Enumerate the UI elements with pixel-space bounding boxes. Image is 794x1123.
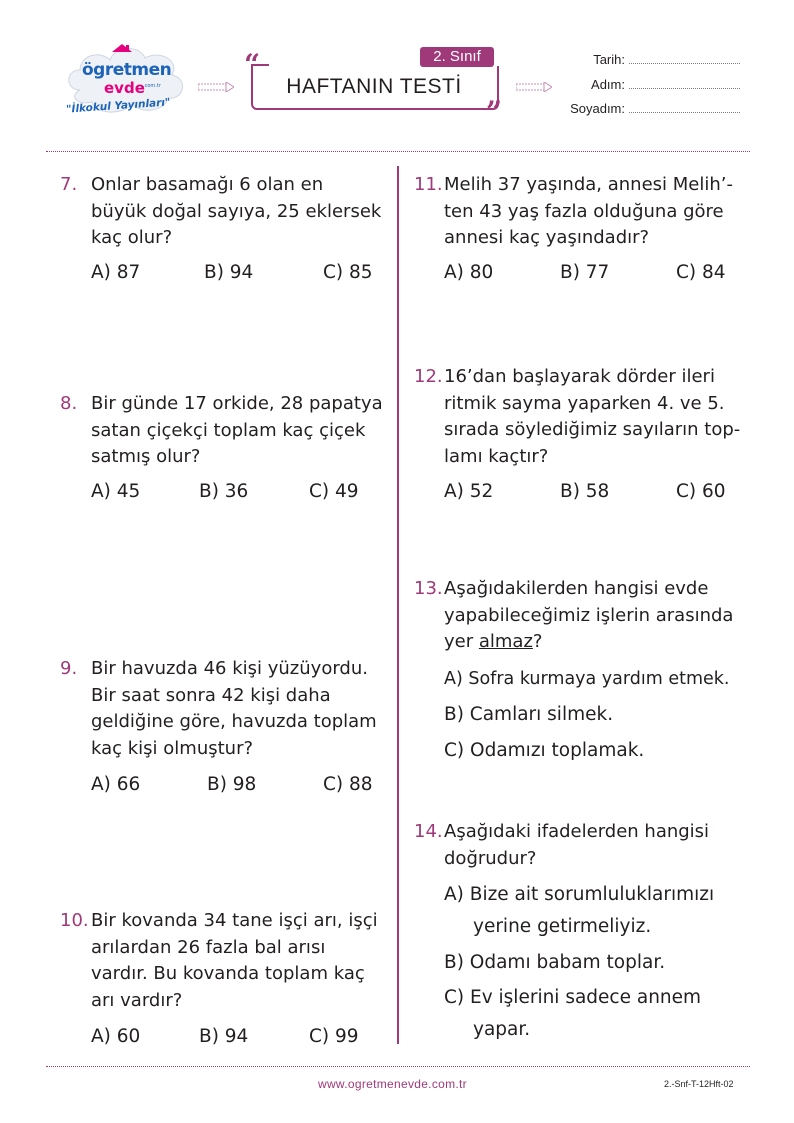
option-c[interactable]: C) 99: [309, 1026, 359, 1047]
name-label: Adım:: [591, 77, 625, 92]
close-quote: ”: [486, 95, 503, 128]
question-text: 16’dan başlayarak dörder ileri ritmik sayma yaparken 4. ve 5. sırada söylediğimiz sayıların top- lamı kaçtır?: [444, 366, 741, 467]
header-divider: [46, 151, 750, 152]
date-line[interactable]: [629, 62, 740, 64]
question-text: Melih 37 yaşında, annesi Melih’- ten 43 yaş fazla olduğuna göre annesi kaç yaşındadır?: [444, 174, 733, 248]
option-a[interactable]: A) 52: [444, 481, 494, 502]
surname-line[interactable]: [629, 111, 740, 113]
footer-divider: [46, 1066, 750, 1067]
option-b[interactable]: B) Odamı babam toplar.: [444, 952, 666, 973]
footer-url-link[interactable]: www.ogretmenevde.com.tr: [318, 1077, 467, 1091]
arrow-right-icon: [198, 82, 234, 92]
option-b[interactable]: B) 58: [560, 481, 610, 502]
question-number: 8.: [60, 393, 78, 414]
option-b[interactable]: B) 94: [199, 1026, 249, 1047]
question-text: Onlar basamağı 6 olan en büyük doğal sayıya, 25 eklersek kaç olur?: [91, 174, 382, 248]
option-b[interactable]: B) 94: [204, 262, 254, 283]
date-field[interactable]: [560, 52, 740, 67]
date-label: Tarih:: [593, 52, 625, 67]
question-number: 12.: [414, 366, 443, 387]
surname-label: Soyadım:: [570, 101, 625, 116]
option-a[interactable]: A) 45: [91, 481, 141, 502]
open-quote: “: [244, 48, 261, 81]
option-a-continued: yerine getirmeliyiz.: [473, 916, 652, 937]
logo-tagline: "İlkokul Yayınları": [65, 96, 171, 116]
option-c[interactable]: C) Odamızı toplamak.: [444, 740, 645, 761]
option-a[interactable]: A) 66: [91, 774, 141, 795]
option-c[interactable]: C) 88: [323, 774, 373, 795]
footer-code: 2.-Snf-T-12Hft-02: [664, 1079, 734, 1089]
logo-domain: .com.tr: [143, 83, 161, 89]
question-text: Bir günde 17 orkide, 28 papatya satan çiçekçi toplam kaç çiçek satmış olur?: [91, 393, 383, 467]
logo-wordmark-evde: evde: [104, 79, 145, 97]
logo-wordmark: ögretmen: [82, 60, 172, 80]
option-b[interactable]: B) 98: [207, 774, 257, 795]
question-text: Aşağıdaki ifadelerden hangisi doğrudur?: [444, 821, 710, 869]
question-text: Bir kovanda 34 tane işçi arı, işçi arılardan 26 fazla bal arısı vardır. Bu kovanda toplam kaç arı vardır?: [91, 910, 378, 1011]
option-c[interactable]: C) Ev işlerini sadece annem: [444, 987, 702, 1008]
option-b[interactable]: B) 36: [199, 481, 249, 502]
page-title: HAFTANIN TESTİ: [286, 75, 462, 98]
underlined-keyword: almaz: [478, 631, 533, 652]
question-number: 14.: [414, 821, 443, 842]
question-number: 10.: [60, 910, 89, 931]
option-a[interactable]: A) 87: [91, 262, 141, 283]
option-a[interactable]: A) 80: [444, 262, 494, 283]
grade-badge: 2. Sınıf: [420, 47, 494, 67]
name-field[interactable]: [560, 77, 740, 92]
option-a[interactable]: A) 60: [91, 1026, 141, 1047]
arrow-right-icon: [516, 82, 552, 92]
question-number: 7.: [60, 174, 78, 195]
question-number: 9.: [60, 658, 78, 679]
option-b[interactable]: B) Camları silmek.: [444, 704, 614, 725]
option-a[interactable]: A) Sofra kurmaya yardım etmek.: [444, 669, 730, 689]
option-c[interactable]: C) 84: [676, 262, 726, 283]
question-text: Aşağıdakilerden hangisi evde yapabileceğimiz işlerin arasında yer almaz?: [444, 578, 734, 652]
question-number: 13.: [414, 578, 443, 599]
option-c-continued: yapar.: [473, 1019, 531, 1040]
option-c[interactable]: C) 60: [676, 481, 726, 502]
option-c[interactable]: C) 49: [309, 481, 359, 502]
name-line[interactable]: [629, 87, 740, 89]
option-a[interactable]: A) Bize ait sorumluluklarımızı: [444, 884, 715, 905]
surname-field[interactable]: [560, 101, 740, 116]
column-divider: [397, 166, 399, 1044]
option-c[interactable]: C) 85: [323, 262, 373, 283]
option-b[interactable]: B) 77: [560, 262, 610, 283]
question-number: 11.: [414, 174, 443, 195]
question-text: Bir havuzda 46 kişi yüzüyordu. Bir saat sonra 42 kişi daha geldiğine göre, havuzda toplam kaç kişi olmuştur?: [91, 658, 377, 759]
